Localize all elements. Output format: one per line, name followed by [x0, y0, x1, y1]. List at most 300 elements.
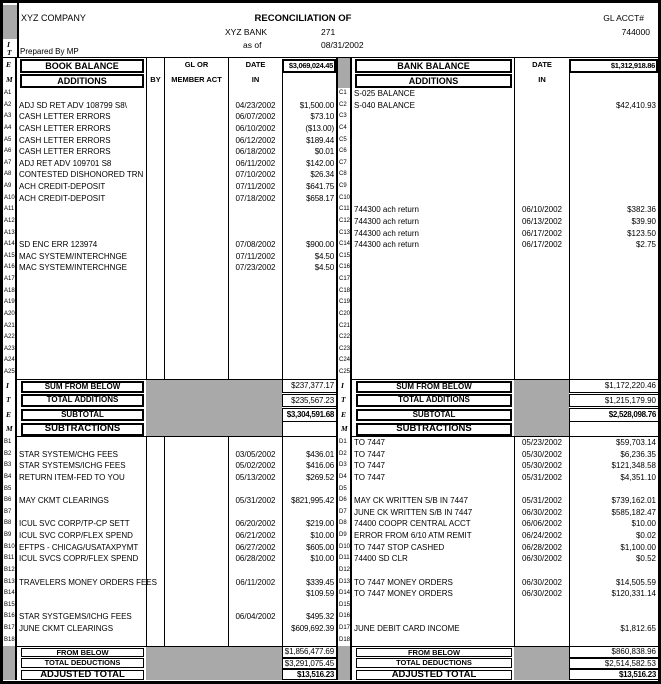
date-cell: 05/30/2002	[514, 460, 569, 472]
table-row	[3, 600, 336, 612]
table-row	[3, 274, 336, 286]
date-cell: 06/06/2002	[514, 518, 569, 530]
description-cell: 744300 ach return	[354, 240, 419, 250]
amount-cell	[282, 216, 336, 228]
table-row	[336, 553, 658, 565]
by-cell	[146, 565, 164, 577]
gl-cell	[164, 355, 228, 367]
row-id: A20	[3, 309, 17, 321]
by-cell	[146, 204, 164, 216]
table-row	[336, 297, 658, 309]
row-id: A25	[3, 367, 17, 379]
gl-cell	[164, 88, 228, 100]
row-id: D15	[336, 600, 352, 612]
total-additions-amount: $1,215,179.90	[569, 394, 658, 408]
amount-cell	[569, 332, 658, 344]
date-cell	[228, 355, 282, 367]
description-cell	[352, 332, 514, 344]
divider-shade	[336, 73, 352, 88]
amount-cell	[282, 297, 336, 309]
date-cell: 06/04/2002	[228, 611, 282, 623]
amount-cell: $416.06	[282, 460, 336, 472]
row-id: B13	[3, 577, 17, 589]
table-row	[336, 530, 658, 542]
date-cell: 07/10/2002	[228, 169, 282, 181]
amount-cell	[282, 484, 336, 496]
amount-cell: $10.00	[282, 553, 336, 565]
amount-cell	[282, 321, 336, 333]
amount-cell: $609,692.39	[282, 623, 336, 635]
amount-cell	[569, 251, 658, 263]
gl-cell	[164, 100, 228, 112]
table-row	[336, 437, 658, 449]
shaded-block	[514, 393, 569, 408]
row-id: B11	[3, 553, 17, 565]
from-below-amount: $1,856,477.69	[282, 646, 336, 657]
date-cell: 06/17/2002	[514, 239, 569, 251]
amount-cell	[569, 309, 658, 321]
by-cell	[146, 228, 164, 240]
gl-acct-number: 744000	[621, 27, 650, 37]
amount-cell: $2.75	[569, 239, 658, 251]
report-title: RECONCILIATION OF	[254, 13, 352, 24]
item-letter: I	[7, 40, 10, 49]
date-cell	[514, 123, 569, 135]
row-id: C12	[336, 216, 352, 228]
row-id: C2	[336, 100, 352, 112]
row-id: D16	[336, 611, 352, 623]
row-id: C11	[336, 204, 352, 216]
table-row	[336, 367, 658, 379]
row-id: C22	[336, 332, 352, 344]
sum-from-below-amount: $237,377.17	[282, 379, 336, 393]
row-id: B15	[3, 600, 17, 612]
table-row	[3, 507, 336, 519]
by-cell	[146, 507, 164, 519]
by-cell	[146, 344, 164, 356]
amount-cell: $382.36	[569, 204, 658, 216]
row-id: D14	[336, 588, 352, 600]
gl-cell	[164, 495, 228, 507]
table-row	[336, 169, 658, 181]
date-cell	[228, 600, 282, 612]
date-cell	[228, 204, 282, 216]
table-row	[3, 251, 336, 263]
book-balance-header: BOOK BALANCE	[20, 59, 144, 73]
description-cell: TO 7447	[354, 472, 385, 482]
date-cell	[228, 321, 282, 333]
description-cell	[352, 274, 514, 286]
row-id: A23	[3, 344, 17, 356]
description-cell: MAY CK WRITTEN S/B IN 7447	[354, 496, 468, 506]
description-cell: 74400 SD CLR	[354, 554, 408, 564]
amount-cell: $821,995.42	[282, 495, 336, 507]
table-row	[3, 484, 336, 496]
amount-cell	[569, 262, 658, 274]
gl-cell	[164, 286, 228, 298]
amount-cell	[569, 565, 658, 577]
date-cell: 06/30/2002	[514, 553, 569, 565]
date-cell: 04/23/2002	[228, 100, 282, 112]
subtotal-label: SUBTOTAL	[21, 409, 144, 421]
bank-header-row-1	[336, 58, 658, 73]
table-row	[336, 309, 658, 321]
description-cell	[352, 565, 514, 577]
table-row	[3, 309, 336, 321]
amount-cell	[282, 228, 336, 240]
row-id: C25	[336, 367, 352, 379]
row-id: B17	[3, 623, 17, 635]
shaded-block	[146, 646, 282, 657]
margin-shade-top	[3, 5, 17, 39]
gl-cell	[164, 228, 228, 240]
gl-cell	[164, 437, 228, 449]
description-cell: ERROR FROM 6/10 ATM REMIT	[354, 531, 472, 540]
date-cell: 05/31/2002	[514, 495, 569, 507]
date-cell	[228, 228, 282, 240]
table-row	[336, 216, 658, 228]
description-cell: STAR SYSTEM/CHG FEES	[19, 449, 118, 459]
by-cell	[146, 135, 164, 147]
date-cell: 06/30/2002	[514, 507, 569, 519]
date-cell	[514, 611, 569, 623]
book-balance-amount: $3,069,024.45	[282, 59, 336, 73]
description-cell: JUNE DEBIT CARD INCOME	[354, 624, 460, 633]
date-cell: 07/23/2002	[228, 262, 282, 274]
amount-cell: $42,410.93	[569, 100, 658, 112]
date-cell: 06/21/2002	[228, 530, 282, 542]
amount-cell: $4,351.10	[569, 472, 658, 484]
amount-cell: $495.32	[282, 611, 336, 623]
date-cell	[514, 484, 569, 496]
table-row	[336, 135, 658, 147]
amount-cell: $641.75	[282, 181, 336, 193]
date-cell	[514, 251, 569, 263]
row-id: A12	[3, 216, 17, 228]
table-row	[3, 286, 336, 298]
row-id: C15	[336, 251, 352, 263]
table-row	[3, 321, 336, 333]
description-cell	[352, 367, 514, 379]
from-below-label: FROM BELOW	[21, 648, 144, 658]
date-cell	[514, 297, 569, 309]
table-row	[336, 251, 658, 263]
sum-from-below-amount: $1,172,220.46	[569, 379, 658, 393]
amount-cell	[569, 88, 658, 100]
gl-cell	[164, 635, 228, 647]
row-id: B3	[3, 460, 17, 472]
amount-cell	[282, 332, 336, 344]
amount-cell: $14,505.59	[569, 577, 658, 589]
row-id: D7	[336, 507, 352, 519]
description-cell	[352, 309, 514, 321]
description-cell: TO 7447 MONEY ORDERS	[354, 577, 453, 587]
date-cell	[228, 344, 282, 356]
subtotal-amount: $2,528,098.76	[569, 408, 658, 422]
divider-shade	[336, 669, 352, 680]
date-cell	[514, 193, 569, 205]
by-cell	[146, 611, 164, 623]
date-cell	[228, 367, 282, 379]
item-letter: T	[3, 393, 17, 408]
description-cell	[17, 88, 146, 100]
table-row	[336, 600, 658, 612]
date-cell: 06/10/2002	[514, 204, 569, 216]
table-row	[3, 518, 336, 530]
amount-cell: $189.44	[282, 135, 336, 147]
row-id: A13	[3, 228, 17, 240]
amount-cell: $142.00	[282, 158, 336, 170]
by-cell	[146, 216, 164, 228]
amount-cell: $120,331.14	[569, 588, 658, 600]
item-letter: M	[3, 422, 17, 437]
description-cell	[352, 321, 514, 333]
row-id: A17	[3, 274, 17, 286]
description-cell: 744300 ach return	[354, 216, 419, 226]
row-id: D2	[336, 449, 352, 461]
description-cell	[352, 297, 514, 309]
by-cell	[146, 262, 164, 274]
margin-shade	[3, 658, 17, 669]
row-id: C16	[336, 262, 352, 274]
description-cell	[352, 262, 514, 274]
gl-cell	[164, 146, 228, 158]
date-cell	[228, 332, 282, 344]
description-cell	[17, 286, 146, 298]
date-cell: 06/13/2002	[514, 216, 569, 228]
amount-cell: $10.00	[282, 530, 336, 542]
by-cell	[146, 449, 164, 461]
gl-cell	[164, 169, 228, 181]
table-row	[3, 158, 336, 170]
shaded-block	[146, 422, 282, 437]
date-cell: 06/27/2002	[228, 542, 282, 554]
description-cell: 74400 COOPR CENTRAL ACCT	[354, 519, 471, 529]
sheet-header	[3, 3, 658, 57]
date-cell	[514, 344, 569, 356]
description-cell: STAR SYSTGEMS/ICHG FEES	[19, 612, 132, 622]
gl-cell	[164, 111, 228, 123]
row-id: A7	[3, 158, 17, 170]
shaded-block	[514, 658, 569, 669]
by-cell	[146, 437, 164, 449]
table-row	[3, 495, 336, 507]
by-cell	[146, 472, 164, 484]
by-cell	[146, 518, 164, 530]
shaded-block	[514, 646, 569, 657]
item-letter: E	[3, 58, 17, 73]
description-cell: MAC SYSTEM/INTERCHNGE	[19, 263, 128, 273]
by-cell	[146, 484, 164, 496]
date-cell	[514, 565, 569, 577]
date-cell	[228, 437, 282, 449]
row-id: C24	[336, 355, 352, 367]
table-row	[336, 239, 658, 251]
by-cell	[146, 588, 164, 600]
row-id: C1	[336, 88, 352, 100]
by-cell	[146, 321, 164, 333]
date-cell	[514, 635, 569, 647]
table-row	[336, 332, 658, 344]
amount-cell: $900.00	[282, 239, 336, 251]
description-cell	[352, 251, 514, 263]
table-row	[336, 507, 658, 519]
description-cell	[17, 355, 146, 367]
description-cell	[17, 332, 146, 344]
table-row	[336, 355, 658, 367]
row-id: C20	[336, 309, 352, 321]
description-cell	[352, 635, 514, 647]
shaded-block	[146, 658, 282, 669]
table-row	[336, 193, 658, 205]
subtotal-row	[336, 408, 658, 423]
date-cell	[514, 274, 569, 286]
item-letter: T	[336, 393, 352, 408]
from-below-label: FROM BELOW	[356, 648, 512, 658]
row-id: D5	[336, 484, 352, 496]
table-row	[3, 472, 336, 484]
table-row	[3, 588, 336, 600]
table-row	[3, 111, 336, 123]
table-row	[336, 321, 658, 333]
by-cell	[146, 600, 164, 612]
table-row	[3, 239, 336, 251]
row-id: B8	[3, 518, 17, 530]
gl-cell	[164, 216, 228, 228]
table-row	[336, 158, 658, 170]
amount-cell	[569, 146, 658, 158]
gl-cell	[164, 204, 228, 216]
shaded-block	[514, 379, 569, 394]
table-row	[3, 460, 336, 472]
date-cell	[228, 286, 282, 298]
table-row	[3, 228, 336, 240]
gl-cell	[164, 262, 228, 274]
row-id: B12	[3, 565, 17, 577]
row-id: B1	[3, 437, 17, 449]
table-row	[336, 88, 658, 100]
description-cell	[17, 484, 146, 496]
date-cell	[228, 309, 282, 321]
description-cell: TO 7447 MONEY ORDERS	[354, 589, 453, 599]
description-cell: CASH LETTER ERRORS	[19, 135, 111, 145]
description-cell	[17, 437, 146, 449]
date-cell: 05/30/2002	[514, 449, 569, 461]
date-cell: 05/31/2002	[514, 472, 569, 484]
description-cell: TO 7447 STOP CASHED	[354, 542, 445, 552]
additions-header: ADDITIONS	[355, 74, 512, 88]
gl-cell	[164, 577, 228, 589]
by-cell	[146, 286, 164, 298]
gl-cell	[164, 588, 228, 600]
table-row	[3, 332, 336, 344]
reconciliation-table	[3, 57, 658, 680]
table-row	[3, 100, 336, 112]
row-id: C10	[336, 193, 352, 205]
row-id: D9	[336, 530, 352, 542]
gl-cell	[164, 472, 228, 484]
amount-cell	[569, 297, 658, 309]
row-id: C8	[336, 169, 352, 181]
amount-cell: $219.00	[282, 518, 336, 530]
description-cell: ACH CREDIT-DEPOSIT	[19, 182, 106, 191]
table-row	[336, 577, 658, 589]
by-cell	[146, 274, 164, 286]
row-id: D17	[336, 623, 352, 635]
description-cell: ACH CREDIT-DEPOSIT	[19, 193, 106, 203]
date-cell: 05/31/2002	[228, 495, 282, 507]
shaded-block	[146, 408, 282, 423]
table-row	[3, 146, 336, 158]
description-cell: CASH LETTER ERRORS	[19, 123, 111, 133]
date-cell: 06/07/2002	[228, 111, 282, 123]
row-id: A8	[3, 169, 17, 181]
table-row	[3, 88, 336, 100]
row-id: C9	[336, 181, 352, 193]
date-cell: 07/18/2002	[228, 193, 282, 205]
date-cell	[228, 216, 282, 228]
description-cell	[352, 135, 514, 147]
table-row	[3, 565, 336, 577]
amount-cell	[569, 355, 658, 367]
total-additions-row	[336, 393, 658, 408]
date-cell	[514, 111, 569, 123]
by-cell	[146, 193, 164, 205]
row-id: A10	[3, 193, 17, 205]
date-cell	[514, 88, 569, 100]
table-row	[3, 623, 336, 635]
row-id: C14	[336, 239, 352, 251]
table-row	[336, 344, 658, 356]
description-cell	[352, 611, 514, 623]
date-cell	[514, 135, 569, 147]
adjusted-total-amount: $13,516.23	[282, 669, 336, 680]
date-cell	[514, 332, 569, 344]
table-row	[3, 437, 336, 449]
gl-cell	[164, 484, 228, 496]
date-cell: 06/30/2002	[514, 588, 569, 600]
date-cell	[514, 181, 569, 193]
gl-cell	[164, 518, 228, 530]
by-cell	[146, 577, 164, 589]
description-cell	[352, 111, 514, 123]
by-cell	[146, 367, 164, 379]
date-cell: 05/02/2002	[228, 460, 282, 472]
date-column-header: IN	[514, 73, 569, 88]
amount-cell: $739,162.01	[569, 495, 658, 507]
date-cell	[228, 274, 282, 286]
description-cell: SD ENC ERR 123974	[19, 240, 98, 250]
shaded-block	[514, 669, 569, 680]
date-cell	[228, 565, 282, 577]
shaded-block	[514, 408, 569, 423]
amount-cell: $123.50	[569, 228, 658, 240]
total-deductions-amount: $2,514,582.53	[569, 658, 658, 669]
description-cell	[17, 367, 146, 379]
subtractions-header: SUBTRACTIONS	[356, 423, 512, 435]
row-id: A3	[3, 111, 17, 123]
adjusted-total-label: ADJUSTED TOTAL	[21, 670, 144, 680]
description-cell	[17, 321, 146, 333]
by-cell	[146, 495, 164, 507]
amount-cell: $0.52	[569, 553, 658, 565]
shaded-block	[146, 669, 282, 680]
amount-cell: $109.59	[282, 588, 336, 600]
shaded-block	[146, 393, 282, 408]
amount-cell	[569, 484, 658, 496]
description-cell	[17, 565, 146, 577]
bank-name: XYZ BANK	[225, 27, 268, 37]
